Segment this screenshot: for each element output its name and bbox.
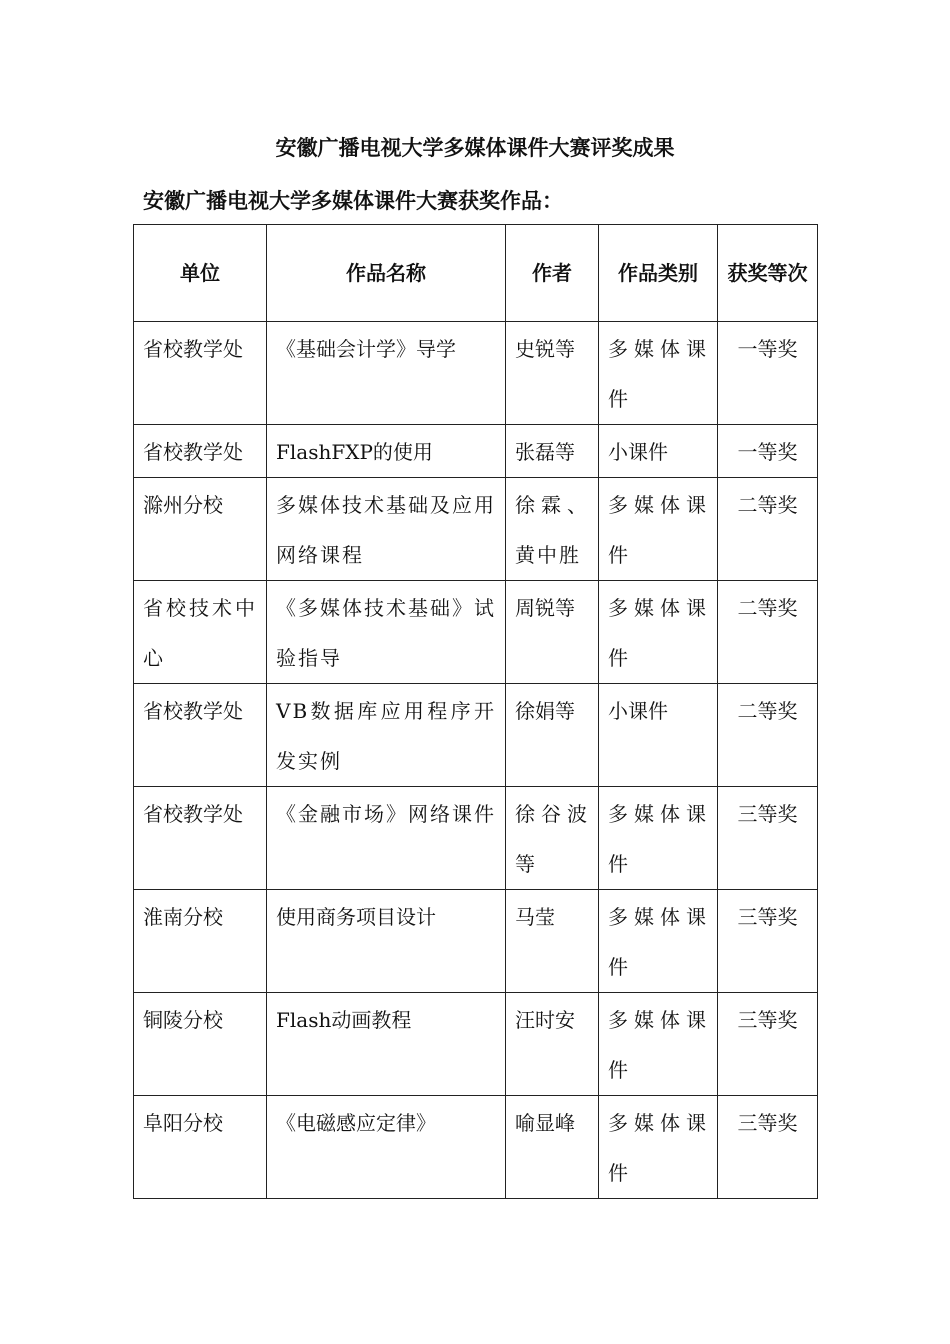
cell-work: 多媒体技术基础及应用网络课程 — [267, 478, 506, 581]
cell-award: 二等奖 — [718, 478, 818, 581]
cell-author: 汪时安 — [506, 993, 599, 1096]
cell-unit: 铜陵分校 — [134, 993, 267, 1096]
table-header-row — [134, 225, 818, 322]
cell-work: 《电磁感应定律》 — [267, 1096, 506, 1199]
cell-work: FlashFXP的使用 — [267, 425, 506, 478]
cell-category: 多媒体课件 — [599, 581, 718, 684]
cell-author: 周锐等 — [506, 581, 599, 684]
table-row — [134, 993, 818, 1096]
header-unit: 单位 — [134, 225, 267, 322]
table-row — [134, 890, 818, 993]
cell-award: 三等奖 — [718, 993, 818, 1096]
table-row — [134, 478, 818, 581]
cell-work: Flash动画教程 — [267, 993, 506, 1096]
table-row — [134, 425, 818, 478]
cell-category: 小课件 — [599, 425, 718, 478]
cell-award: 三等奖 — [718, 1096, 818, 1199]
cell-unit: 省校教学处 — [134, 425, 267, 478]
section-heading: 安徽广播电视大学多媒体课件大赛获奖作品： — [143, 189, 563, 213]
table-row — [134, 684, 818, 787]
cell-award: 三等奖 — [718, 890, 818, 993]
cell-author: 徐娟等 — [506, 684, 599, 787]
cell-unit: 滁州分校 — [134, 478, 267, 581]
table-row — [134, 1096, 818, 1199]
cell-work: 使用商务项目设计 — [267, 890, 506, 993]
header-work: 作品名称 — [267, 225, 506, 322]
cell-category: 多媒体课件 — [599, 993, 718, 1096]
table-row — [134, 581, 818, 684]
cell-category: 多媒体课件 — [599, 1096, 718, 1199]
cell-author: 喻显峰 — [506, 1096, 599, 1199]
table-row — [134, 322, 818, 425]
cell-author: 张磊等 — [506, 425, 599, 478]
awards-table — [133, 224, 818, 1199]
table-row — [134, 787, 818, 890]
cell-author: 史锐等 — [506, 322, 599, 425]
cell-author: 徐谷波等 — [506, 787, 599, 890]
header-award: 获奖等次 — [718, 225, 818, 322]
cell-award: 一等奖 — [718, 425, 818, 478]
header-category: 作品类别 — [599, 225, 718, 322]
cell-category: 多媒体课件 — [599, 890, 718, 993]
cell-award: 二等奖 — [718, 581, 818, 684]
cell-category: 多媒体课件 — [599, 478, 718, 581]
cell-category: 小课件 — [599, 684, 718, 787]
cell-unit: 省校技术中心 — [134, 581, 267, 684]
cell-work: 《基础会计学》导学 — [267, 322, 506, 425]
cell-unit: 淮南分校 — [134, 890, 267, 993]
cell-work: VB数据库应用程序开发实例 — [267, 684, 506, 787]
cell-work: 《多媒体技术基础》试验指导 — [267, 581, 506, 684]
header-author: 作者 — [506, 225, 599, 322]
cell-unit: 阜阳分校 — [134, 1096, 267, 1199]
cell-unit: 省校教学处 — [134, 322, 267, 425]
cell-award: 三等奖 — [718, 787, 818, 890]
cell-category: 多媒体课件 — [599, 322, 718, 425]
page-title: 安徽广播电视大学多媒体课件大赛评奖成果 — [275, 136, 675, 160]
cell-category: 多媒体课件 — [599, 787, 718, 890]
cell-award: 二等奖 — [718, 684, 818, 787]
cell-unit: 省校教学处 — [134, 787, 267, 890]
cell-author: 马莹 — [506, 890, 599, 993]
cell-author: 徐霖、黄中胜 — [506, 478, 599, 581]
cell-award: 一等奖 — [718, 322, 818, 425]
cell-work: 《金融市场》网络课件 — [267, 787, 506, 890]
cell-unit: 省校教学处 — [134, 684, 267, 787]
